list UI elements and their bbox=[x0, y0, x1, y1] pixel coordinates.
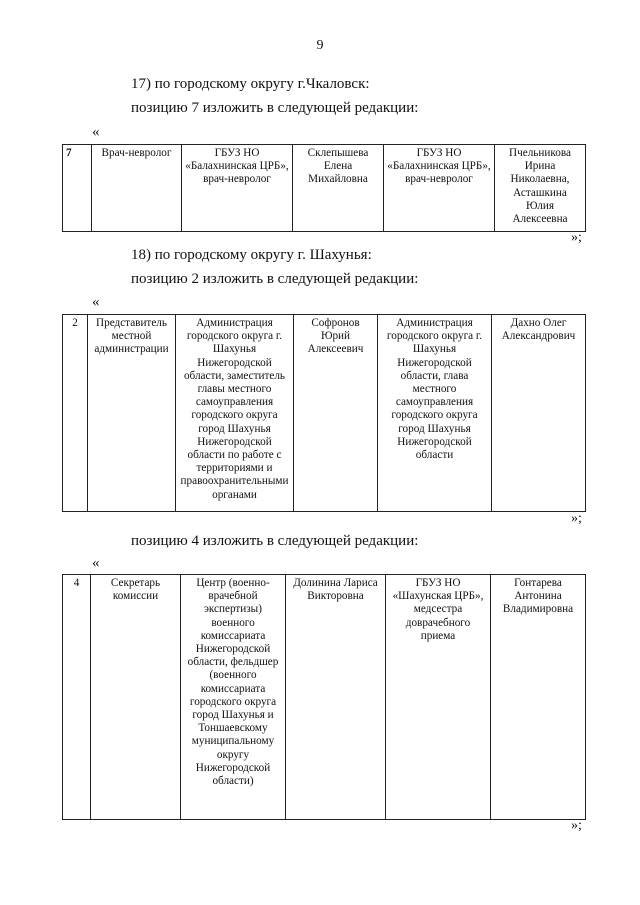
table-row bbox=[63, 575, 586, 820]
cell-position: Представитель местной администрации bbox=[88, 315, 176, 512]
section-17-heading: 17) по городскому округу г.Чкаловск: bbox=[131, 76, 370, 92]
cell-org-reserve: ГБУЗ НО «Шахунская ЦРБ», медсестра доврачебного приема bbox=[386, 575, 491, 820]
cell-person-main: Софронов Юрий Алексеевич bbox=[294, 315, 378, 512]
cell-org-main: Администрация городского округа г. Шахунья Нижегородской области, заместитель главы местного самоуправления городского округа город Шахунья Нижегородской области по работе с территориями и правоохранительными органами bbox=[176, 315, 294, 512]
cell-person-reserve: Дахно Олег Александрович bbox=[492, 315, 586, 512]
cell-org-main: ГБУЗ НО «Балахнинская ЦРБ», врач-невролог bbox=[182, 145, 293, 232]
cell-org-reserve: ГБУЗ НО «Балахнинская ЦРБ», врач-невролог bbox=[384, 145, 495, 232]
cell-person-reserve: Гонтарева Антонина Владимировна bbox=[491, 575, 586, 820]
table-position-4 bbox=[62, 574, 586, 820]
table-row bbox=[63, 145, 586, 232]
section-17-instruction: позицию 7 изложить в следующей редакции: bbox=[131, 100, 419, 116]
cell-person-reserve: Пчельникова Ирина Николаевна, Асташкина Юлия Алексеевна bbox=[495, 145, 586, 232]
section-18-instruction-pos4: позицию 4 изложить в следующей редакции: bbox=[131, 533, 419, 549]
cell-number: 2 bbox=[63, 315, 88, 512]
table-position-7 bbox=[62, 144, 586, 232]
close-quote: »; bbox=[571, 818, 582, 833]
table-position-2 bbox=[62, 314, 586, 512]
open-quote: « bbox=[92, 294, 100, 310]
cell-number: 4 bbox=[63, 575, 91, 820]
section-18-heading: 18) по городскому округу г. Шахунья: bbox=[131, 247, 372, 263]
cell-person-main: Долинина Лариса Викторовна bbox=[286, 575, 386, 820]
section-18-instruction-pos2: позицию 2 изложить в следующей редакции: bbox=[131, 271, 419, 287]
cell-org-main: Центр (военно-врачебной экспертизы) военного комиссариата Нижегородской области, фельдшер (военного комиссариата городского округа город Шахунья и Тоншаевскому муниципальному округу Нижегородской области) bbox=[181, 575, 286, 820]
cell-person-main: Склепышева Елена Михайловна bbox=[293, 145, 384, 232]
cell-number: 7 bbox=[63, 145, 92, 232]
open-quote: « bbox=[92, 124, 100, 140]
cell-position: Секретарь комиссии bbox=[91, 575, 181, 820]
cell-org-reserve: Администрация городского округа г. Шахунья Нижегородской области, глава местного самоуправления городского округа город Шахунья Нижегородской области bbox=[378, 315, 492, 512]
page-number: 9 bbox=[316, 38, 324, 53]
cell-position: Врач-невролог bbox=[92, 145, 182, 232]
table-row bbox=[63, 315, 586, 512]
close-quote: »; bbox=[571, 230, 582, 245]
close-quote: »; bbox=[571, 511, 582, 526]
open-quote: « bbox=[92, 555, 100, 571]
